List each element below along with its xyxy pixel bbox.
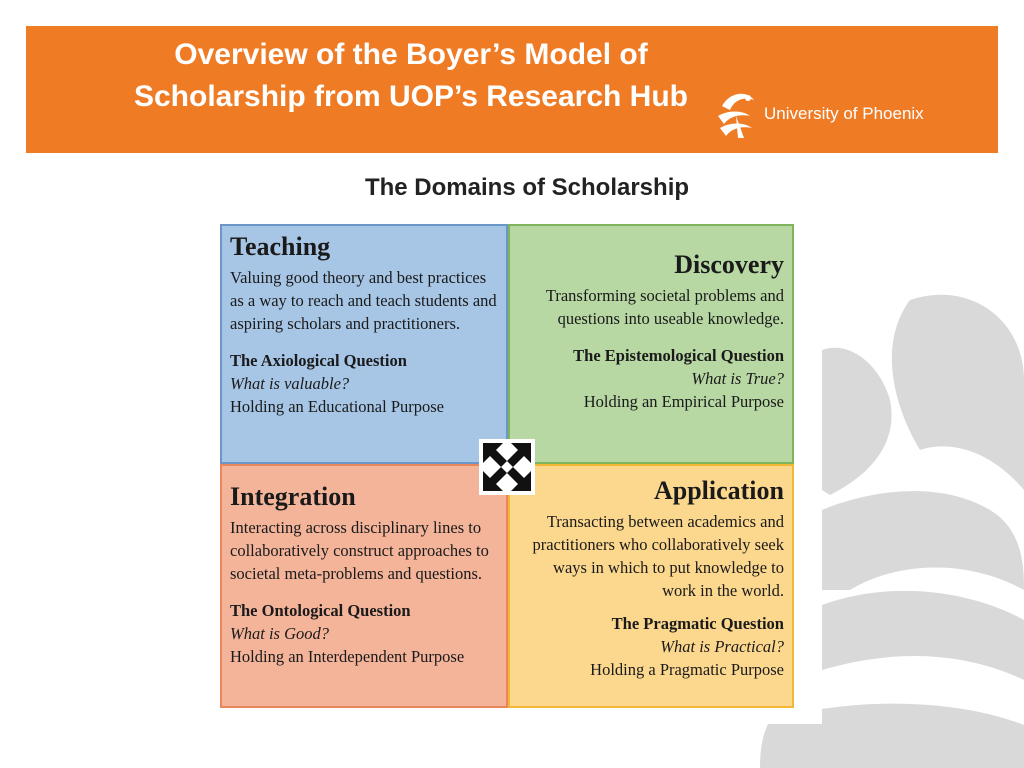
quadrant-question-italic: What is Practical? — [660, 637, 784, 656]
quadrant-heading: Integration — [230, 482, 356, 511]
quadrant-purpose: Holding an Empirical Purpose — [583, 392, 784, 411]
logo-text: University of Phoenix — [764, 104, 924, 123]
four-arrows-icon — [479, 439, 535, 495]
quadrant-question: The Epistemological Question — [573, 346, 784, 365]
phoenix-logo-icon — [714, 86, 760, 142]
quadrant-description: Transacting between academics and practitioners who collaboratively seek ways in which to put knowledge to work in the world. — [532, 512, 784, 600]
quadrant-description: Interacting across disciplinary lines to collaboratively construct approaches to societal meta-problems and questions. — [230, 518, 489, 583]
quadrant-question: The Axiological Question — [230, 351, 407, 370]
quadrant-question-italic: What is Good? — [230, 624, 329, 643]
quadrant-discovery — [508, 224, 794, 464]
quadrant-purpose: Holding an Educational Purpose — [230, 397, 445, 416]
domains-figure — [200, 166, 822, 724]
quadrant-integration — [220, 464, 508, 708]
quadrant-heading: Discovery — [674, 250, 784, 279]
quadrant-question: The Ontological Question — [230, 601, 411, 620]
quadrant-question-italic: What is valuable? — [230, 374, 350, 393]
quadrant-teaching — [220, 224, 508, 464]
quadrant-description: Transforming societal problems and questions into useable knowledge. — [545, 286, 784, 328]
slide-title: Overview of the Boyer’s Model of Scholarship from UOP’s Research Hub — [133, 38, 689, 113]
quadrant-application — [508, 464, 794, 708]
quadrant-heading: Application — [653, 476, 784, 505]
quadrant-question-italic: What is True? — [691, 369, 784, 388]
university-logo — [714, 86, 924, 142]
quadrant-question: The Pragmatic Question — [611, 614, 784, 633]
quadrant-description: Valuing good theory and best practices as a way to reach and teach students and aspiring scholars and practitioners. — [230, 268, 497, 333]
figure-title: The Domains of Scholarship — [364, 174, 690, 201]
header-band — [26, 26, 998, 153]
quadrant-heading: Teaching — [230, 232, 331, 261]
quadrant-purpose: Holding a Pragmatic Purpose — [590, 660, 784, 679]
quadrant-purpose: Holding an Interdependent Purpose — [230, 647, 465, 666]
